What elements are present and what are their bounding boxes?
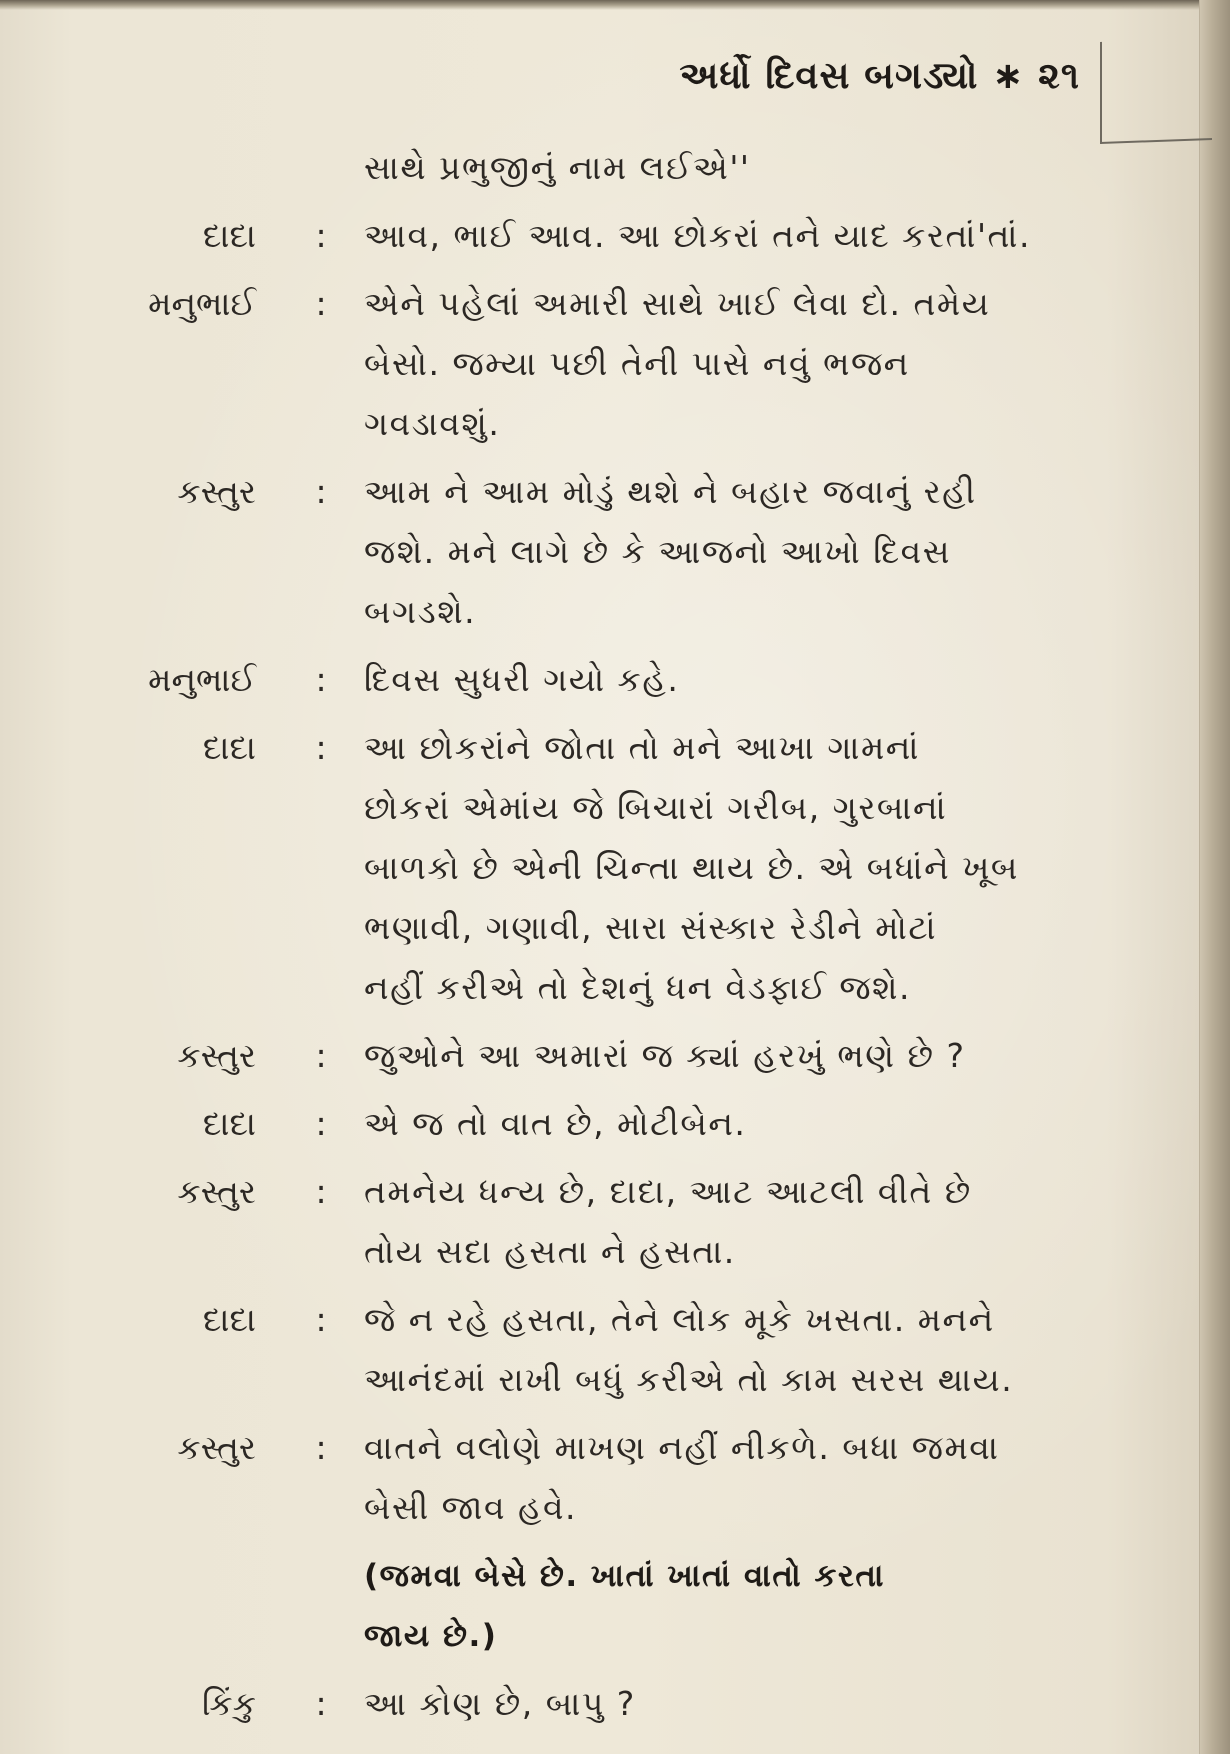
speaker-colon: : <box>315 660 327 699</box>
speaker-colon: : <box>315 1684 327 1723</box>
speech-line: જે ન રહે હસતા, તેને લોક મૂકે ખસતા. મનને <box>364 1300 995 1339</box>
page-top-edge <box>0 0 1230 10</box>
speaker-name: દાદા <box>202 728 256 767</box>
entry-spacer <box>0 710 1230 718</box>
speech-line: તોય સદા હસતા ને હસતા. <box>364 1232 736 1271</box>
speech-line: સાથે પ્રભુજીનું નામ લઈએ'' <box>364 148 751 187</box>
speech-text <box>364 206 1074 266</box>
speech-line: જશે. મને લાગે છે કે આજનો આખો દિવસ <box>364 532 951 571</box>
entry-spacer <box>0 1086 1230 1094</box>
running-head: અર્ધો દિવસ બગડ્યો ∗ ૨૧ <box>679 54 1080 97</box>
speaker-name: કસ્તુર <box>177 1428 256 1467</box>
speaker-name: દાદા <box>202 1104 256 1143</box>
speech-text <box>364 1290 1074 1410</box>
speech-text <box>364 1094 1074 1154</box>
entry-spacer <box>0 642 1230 650</box>
speaker-colon: : <box>315 216 327 255</box>
speech-line: તમનેય ધન્ય છે, દાદા, આટ આટલી વીતે છે <box>364 1172 972 1211</box>
entry-spacer <box>0 266 1230 274</box>
dialogue-entry <box>0 206 1230 266</box>
speech-line: જુઓને આ અમારાં જ ક્યાં હરખું ભણે છે ? <box>364 1036 966 1075</box>
dialogue-entry <box>0 1162 1230 1282</box>
speaker-colon: : <box>315 284 327 323</box>
dialogue-entry <box>0 1290 1230 1410</box>
speech-line: આમ ને આમ મોડું થશે ને બહાર જવાનું રહી <box>364 472 977 511</box>
speaker-name: કિંકુ <box>201 1684 256 1723</box>
speech-line: દિવસ સુધરી ગયો કહે. <box>364 660 680 699</box>
speaker-colon: : <box>315 1104 327 1143</box>
speech-text <box>364 274 1074 454</box>
speaker-colon: : <box>315 1172 327 1211</box>
speech-line: બેસી જાવ હવે. <box>364 1488 578 1527</box>
speech-text <box>364 1026 1074 1086</box>
speech-line: એ જ તો વાત છે, મોટીબેન. <box>364 1104 747 1143</box>
speaker-colon: : <box>315 728 327 767</box>
speech-line: બાળકો છે એની ચિન્તા થાય છે. એ બધાંને ખૂબ <box>364 848 1019 887</box>
speaker-colon: : <box>315 1036 327 1075</box>
speaker-name: દાદા <box>202 1300 256 1339</box>
speech-text <box>364 1418 1074 1538</box>
entry-spacer <box>0 1410 1230 1418</box>
dialogue-entry <box>0 1026 1230 1086</box>
entry-spacer <box>0 1666 1230 1674</box>
speaker-name: કસ્તુર <box>177 1172 256 1211</box>
speech-line: વાતને વલોણે માખણ નહીં નીકળે. બધા જમવા <box>364 1428 1000 1467</box>
speech-line: નહીં કરીએ તો દેશનું ધન વેડફાઈ જશે. <box>364 968 911 1007</box>
stage-direction <box>0 1546 1230 1666</box>
speaker-colon: : <box>315 472 327 511</box>
dialogue-entry <box>0 718 1230 1018</box>
speech-line: (જમવા બેસે છે. ખાતાં ખાતાં વાતો કરતા <box>364 1558 886 1594</box>
speech-text <box>364 650 1074 710</box>
speech-line: આ કોણ છે, બાપુ ? <box>364 1684 636 1723</box>
speaker-colon: : <box>315 1300 327 1339</box>
dialogue-entry <box>0 138 1230 198</box>
dialogue-entry <box>0 274 1230 454</box>
entry-spacer <box>0 198 1230 206</box>
speaker-colon: : <box>315 1428 327 1467</box>
header-frame-rule <box>1100 38 1212 144</box>
speech-text <box>364 1546 1074 1666</box>
speaker-name: મનુભાઈ <box>148 660 256 699</box>
speech-text <box>364 1674 1074 1734</box>
dialogue-entry <box>0 1674 1230 1734</box>
speaker-name: દાદા <box>202 216 256 255</box>
play-dialogue <box>0 138 1230 1734</box>
speech-line: ગવડાવશું. <box>364 404 501 443</box>
speech-line: ભણાવી, ગણાવી, સારા સંસ્કાર રેડીને મોટાં <box>364 908 938 947</box>
speaker-name: મનુભાઈ <box>148 284 256 323</box>
speech-line: જાય છે.) <box>364 1618 498 1654</box>
speech-line: આ છોકરાંને જોતા તો મને આખા ગામનાં <box>364 728 920 767</box>
dialogue-entry <box>0 462 1230 642</box>
speech-line: બેસો. જમ્યા પછી તેની પાસે નવું ભજન <box>364 344 910 383</box>
speech-line: છોકરાં એમાંય જે બિચારાં ગરીબ, ગુરબાનાં <box>364 788 948 827</box>
dialogue-entry <box>0 1418 1230 1538</box>
speaker-name: કસ્તુર <box>177 1036 256 1075</box>
speaker-name: કસ્તુર <box>177 472 256 511</box>
entry-spacer <box>0 1154 1230 1162</box>
entry-spacer <box>0 1538 1230 1546</box>
entry-spacer <box>0 454 1230 462</box>
dialogue-entry <box>0 650 1230 710</box>
speech-line: આવ, ભાઈ આવ. આ છોકરાં તને યાદ કરતાં'તાં. <box>364 216 1031 255</box>
speech-text <box>364 462 1074 642</box>
speech-line: આનંદમાં રાખી બધું કરીએ તો કામ સરસ થાય. <box>364 1360 1014 1399</box>
entry-spacer <box>0 1282 1230 1290</box>
speech-text <box>364 718 1074 1018</box>
speech-line: બગડશે. <box>364 592 477 631</box>
speech-line: એને પહેલાં અમારી સાથે ખાઈ લેવા દો. તમેય <box>364 284 991 323</box>
speech-text <box>364 138 1074 198</box>
entry-spacer <box>0 1018 1230 1026</box>
dialogue-entry <box>0 1094 1230 1154</box>
speech-text <box>364 1162 1074 1282</box>
